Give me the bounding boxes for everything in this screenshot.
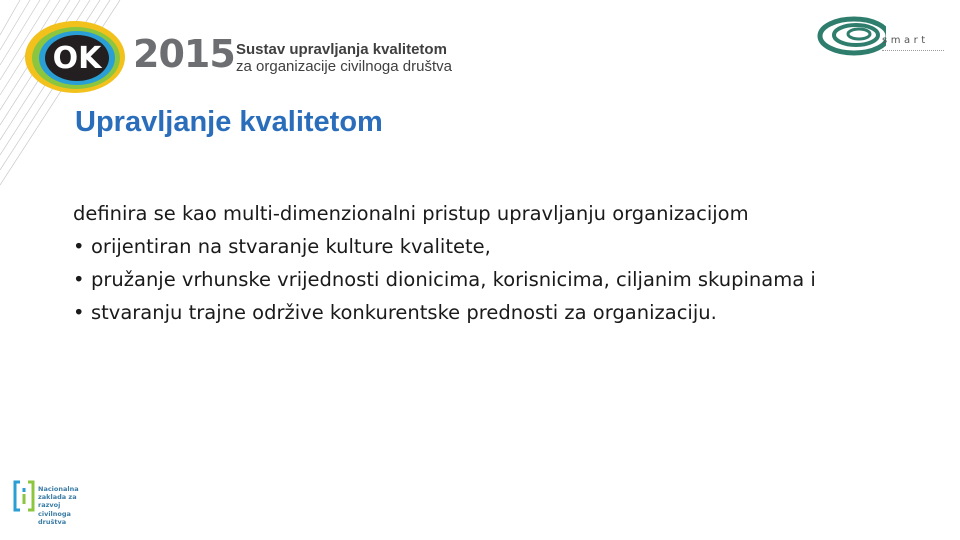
ok-logo-text: OK (52, 41, 102, 76)
ok-logo (22, 18, 128, 96)
foundation-line: zaklada za (38, 493, 77, 502)
conference-year: 2015 (133, 32, 235, 76)
foundation-line: civilnoga (38, 509, 71, 518)
intro-text: definira se kao multi-dimenzionalni pristup upravljanju organizacijom (73, 202, 749, 225)
smart-swirl-logo (816, 14, 886, 58)
smart-logo-text: smart (882, 35, 929, 46)
bullet-item: • pružanje vrhunske vrijednosti dionicima, korisnicima, ciljanim skupinama i (73, 266, 913, 294)
bullet-item: • orijentiran na stvaranje kulture kvalitete, (73, 233, 913, 261)
foundation-name (38, 485, 98, 526)
bullet-item: • stvaranju trajne održive konkurentske prednosti za organizaciju. (73, 299, 913, 327)
slide-title: Upravljanje kvalitetom (75, 106, 383, 138)
foundation-line: Nacionalna (38, 485, 79, 493)
conference-title: Sustav upravljanja kvalitetom (236, 41, 447, 58)
smart-logo-tagline (882, 50, 944, 53)
conference-subtitle: za organizacije civilnoga društva (236, 58, 452, 75)
foundation-bracket-logo (12, 480, 36, 512)
bullet-list (73, 233, 913, 327)
foundation-line: društva (38, 517, 67, 526)
foundation-line: razvoj (38, 501, 61, 510)
slide-body (73, 200, 913, 332)
